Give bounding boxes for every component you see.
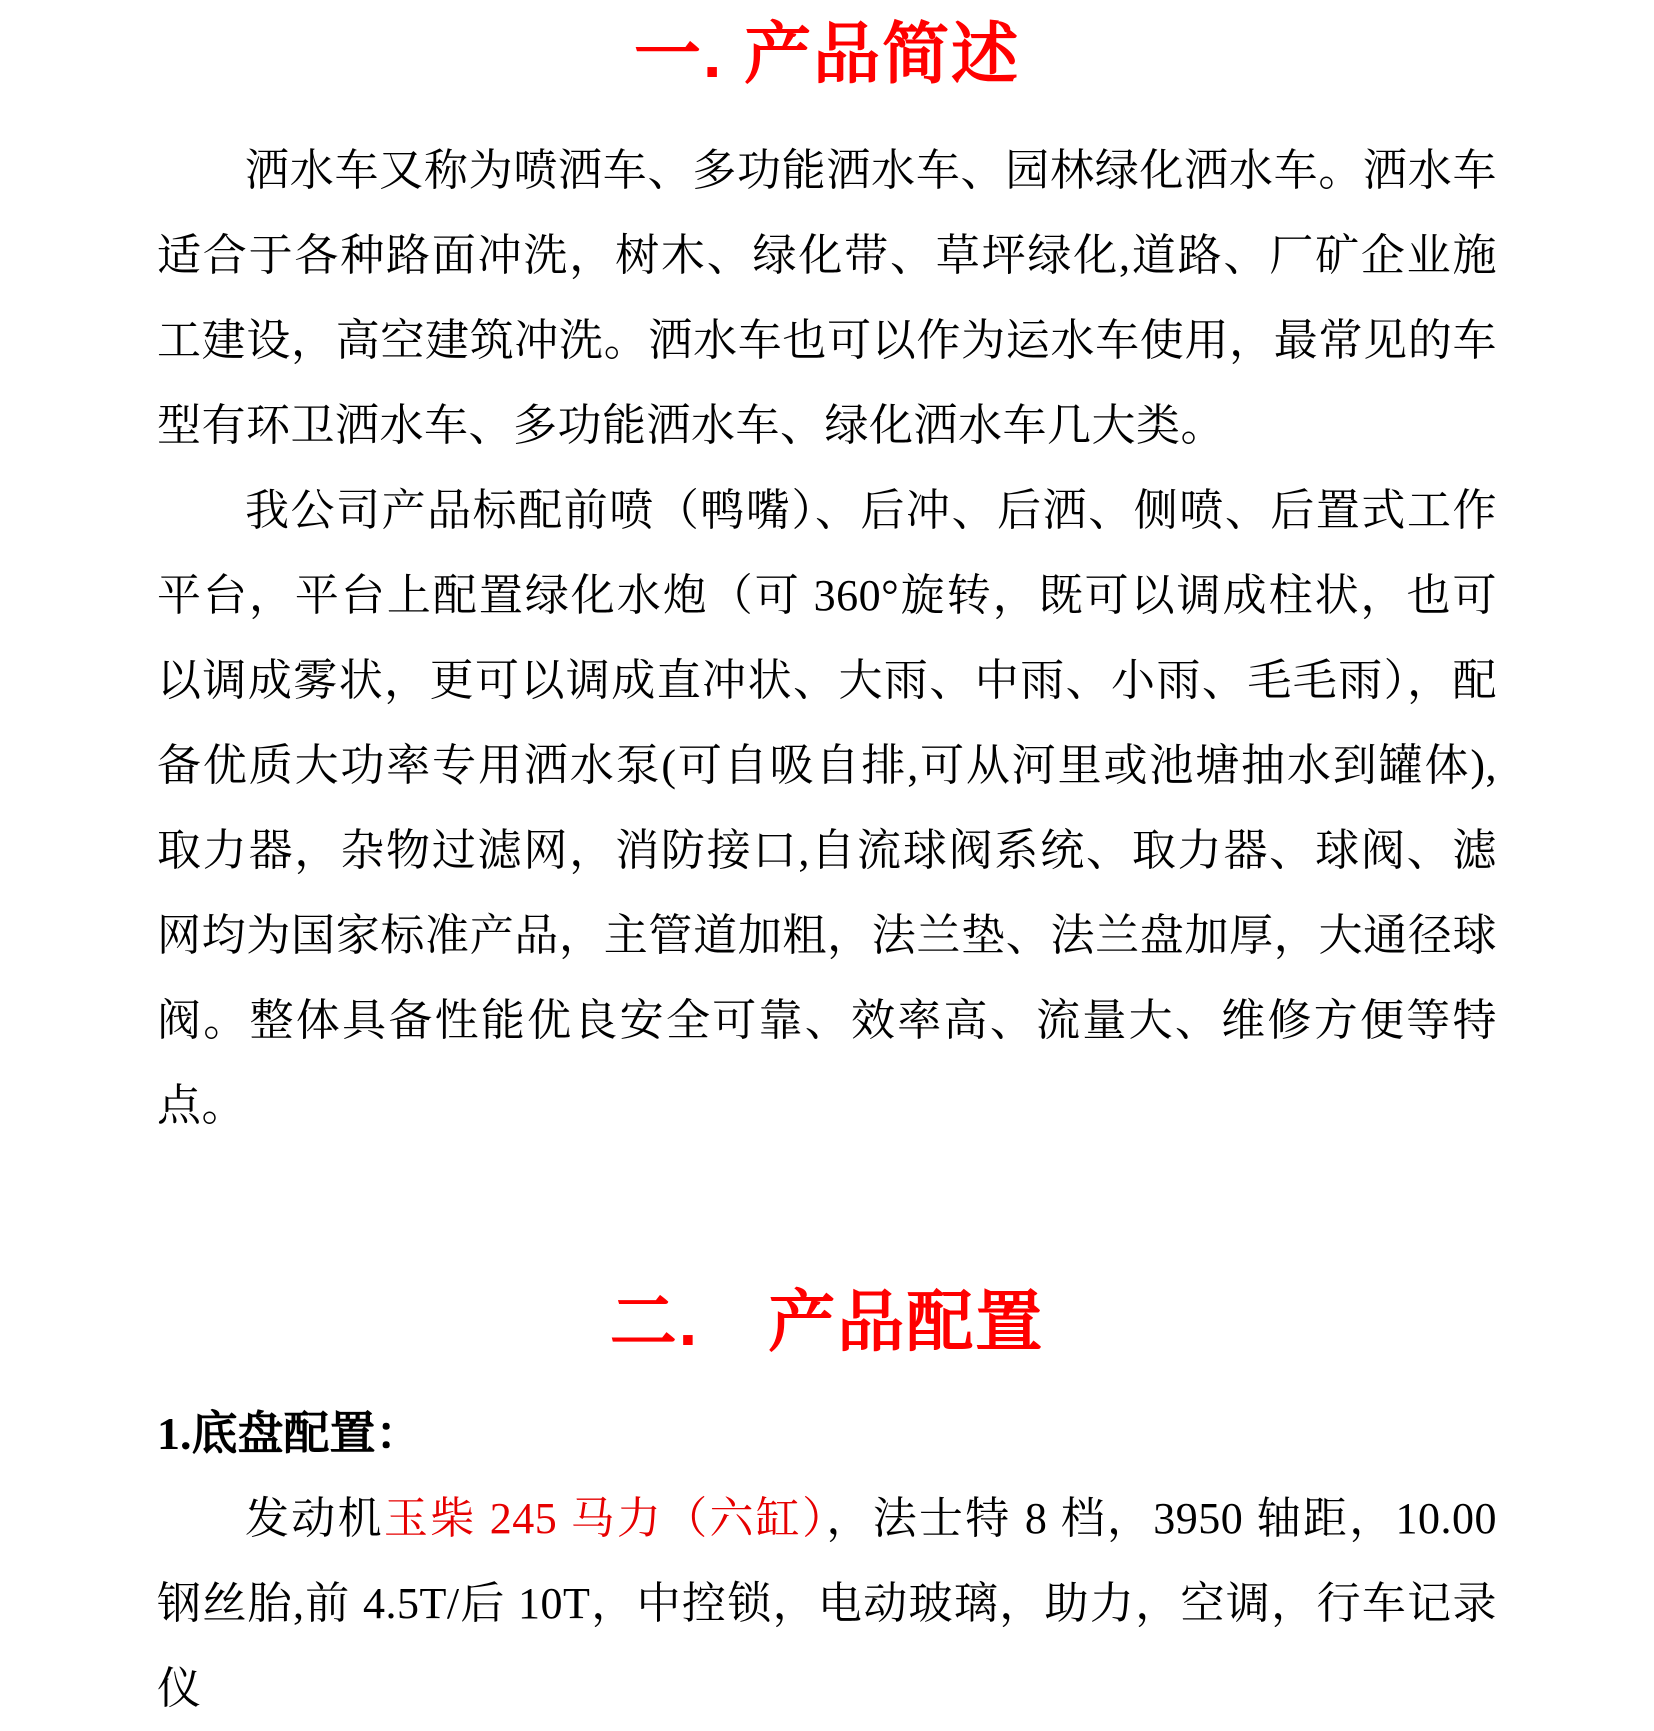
section1-title: 一. 产品简述 xyxy=(633,17,1021,92)
section1-paragraph-overview: 洒水车又称为喷洒车、多功能洒水车、园林绿化洒水车。洒水车适合于各种路面冲洗，树木、绿化带、草坪绿化,道路、厂矿企业施工建设，高空建筑冲洗。洒水车也可以作为运水车使用，最常见的车型有环卫洒水车、多功能洒水车、绿化洒水车几大类。 xyxy=(157,146,1497,450)
engine-spec-highlight: 玉柴 245 马力（六缸） xyxy=(383,1494,827,1543)
chassis-config-paragraph xyxy=(157,1476,1497,1731)
section1-paragraph-features: 我公司产品标配前喷（鸭嘴）、后冲、后洒、侧喷、后置式工作平台，平台上配置绿化水炮（可 360°旋转，既可以调成柱状，也可以调成雾状，更可以调成直冲状、大雨、中雨、小雨、毛毛雨），配备优质大功率专用洒水泵(可自吸自排,可从河里或池塘抽水到罐体),取力器，杂物过滤网，消防接口,自流球阀系统、取力器、球阀、滤网均为国家标准产品，主管道加粗，法兰垫、法兰盘加厚，大通径球阀。整体具备性能优良安全可靠、效率高、流量大、维修方便等特点。 xyxy=(157,486,1497,1130)
chassis-config-subheading: 1.底盘配置： xyxy=(157,1408,422,1459)
section2-title: 二. 产品配置 xyxy=(609,1285,1045,1360)
engine-text-suffix: ，法士特 8 档，3950 轴距，10.00 钢丝胎,前 4.5T/后 10T，中控锁，电动玻璃，助力，空调，行车记录仪 xyxy=(157,1494,1498,1713)
engine-text-prefix: 发动机 xyxy=(245,1494,384,1543)
